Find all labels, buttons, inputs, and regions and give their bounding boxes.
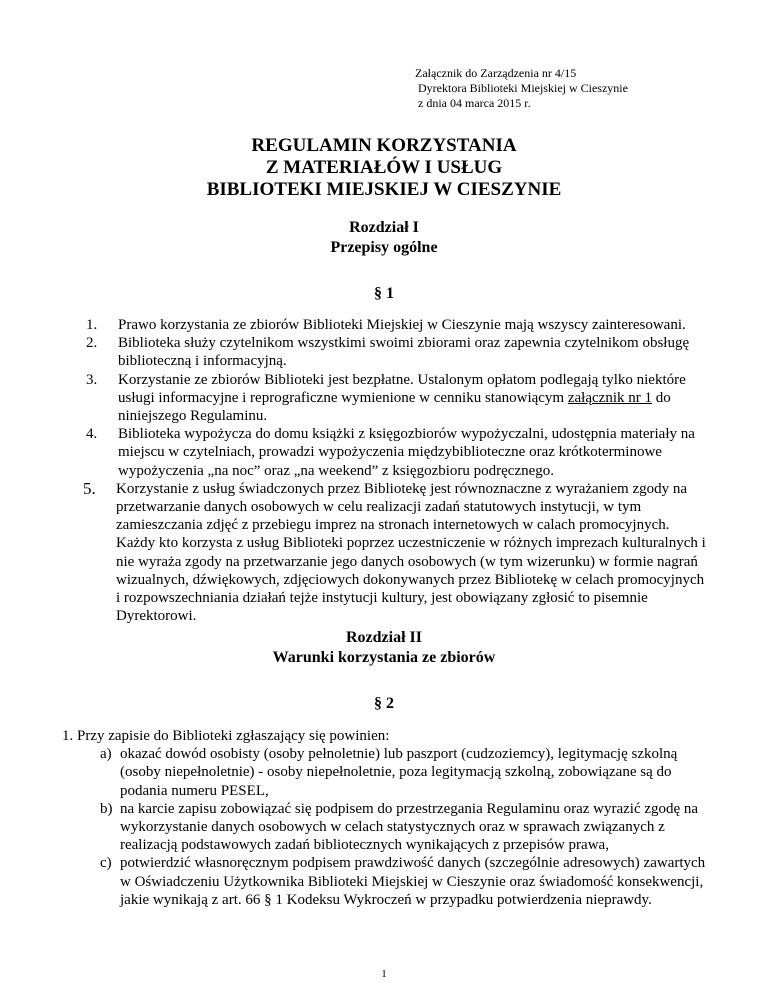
annex-line-3: z dnia 04 marca 2015 r. [418,96,531,110]
list-item [0,371,708,426]
annex-line-2: Dyrektora Biblioteki Miejskiej w Cieszynie [418,81,628,95]
sub-item [0,800,710,855]
document-title [0,135,768,201]
item-number: 4. [86,426,98,443]
annex-note [415,66,628,111]
chapter-1-name: Przepisy ogólne [330,239,438,256]
list-item [0,480,706,626]
section-2-intro: 1. Przy zapisie do Biblioteki zgłaszający się powinien: [62,728,390,744]
chapter-1-list [0,316,708,625]
item-number: 3. [86,371,98,388]
title-line-1: REGULAMIN KORZYSTANIA [251,135,517,156]
item-text-before: Korzystanie ze zbiorów Biblioteki jest bezpłatne. Ustalonym opłatom podlegają tylko niektóre usługi informacyjne i reprograficzne wymienione w cenniku stanowiącym [118,371,686,406]
chapter-2-body [0,727,710,909]
item-number: 2. [86,335,98,352]
list-item [0,334,708,370]
annex-line-1: Załącznik do Zarządzenia nr 4/15 [415,66,577,80]
item-number: 5. [83,478,96,498]
sub-item-text: okazać dowód osobisty (osoby pełnoletnie) lub paszport (cudzoziemcy), legitymację szkolną (osoby niepełnoletnie) - osoby niepełnoletnie, poza legitymacją szkolną, zobowiązane są do podania numeru PESEL, [120,746,678,799]
title-line-2: Z MATERIAŁÓW I USŁUG [265,157,503,178]
list-item [0,425,708,480]
sub-item [0,745,710,800]
chapter-2-label: Rozdział II [346,629,422,646]
sub-item-text: na karcie zapisu zobowiązać się podpisem do przestrzegania Regulaminu oraz wyrazić zgodę na wykorzystanie danych osobowych w celach statystycznych oraz w sprawach związanych z realizacją podstawowych zadań bibliotecznych wynikających z przepisów prawa, [120,800,699,854]
sub-item-letter: c) [100,855,112,872]
chapter-1-heading [0,218,768,258]
item-text: Biblioteka służy czytelnikom wszystkimi swoimi zbiorami oraz zapewnia czytelnikom obsługę biblioteczną i informacyjną. [118,335,690,370]
chapter-2-name: Warunki korzystania ze zbiorów [272,649,496,666]
item-text: Biblioteka wypożycza do domu książki z księgozbiorów wypożyczalni, udostępnia materiały na miejscu w czytelniach, prowadzi wypożyczenia międzybiblioteczne oraz krótkoterminowe wypożyczenia „na noc” oraz „na weekend” z księgozbioru podręcznego. [118,426,695,479]
annex-link[interactable]: załącznik nr 1 [567,389,652,406]
section-2-heading: § 2 [374,695,394,712]
title-line-3: BIBLIOTEKI MIEJSKIEJ W CIESZYNIE [206,179,562,200]
page-number: 1 [381,968,387,980]
sub-item-text: potwierdzić własnoręcznym podpisem prawdziwość danych (szczególnie adresowych) zawartych w Oświadczeniu Użytkownika Biblioteki Miejskiej w Cieszynie oraz świadomość konsekwencji, jakie wynikają z art. 66 § 1 Kodeksu Wykroczeń w przypadku potwierdzenia nieprawdy. [120,855,706,908]
sub-item [0,854,710,909]
item-text: Prawo korzystania ze zbiorów Biblioteki Miejskiej w Cieszynie mają wszyscy zainteresowani. [118,317,686,333]
chapter-1-label: Rozdział I [349,219,419,236]
sub-item-letter: a) [100,746,112,763]
chapter-2-heading [0,628,768,668]
sub-item-letter: b) [100,800,113,817]
section-1-heading: § 1 [374,285,394,302]
list-item [0,316,708,334]
item-number: 1. [86,317,98,333]
item-text-after: do niniejszego Regulaminu. [118,389,671,425]
item-text: Korzystanie z usług świadczonych przez Bibliotekę jest równoznaczne z wyrażaniem zgody na przetwarzanie danych osobowych w celu realizacji zadań statutowych instytucji, w tym zamieszczania zdjęć z przebiegu imprez na stronach internetowych w calach promocyjnych. Każdy kto korzysta z usług Biblioteki poprzez uczestniczenie w różnych imprezach kulturalnych i nie wyraża zgody na przetwarzanie jego danych osobowych (w tym wizerunku) w formie nagrań wizualnych, dźwiękowych, zdjęciowych dokonywanych przez Bibliotekę w celach promocyjnych i rozpowszechniania działań tejże instytucji kultury, jest obowiązany zgłosić to pisemnie Dyrektorowi. [116,480,706,625]
